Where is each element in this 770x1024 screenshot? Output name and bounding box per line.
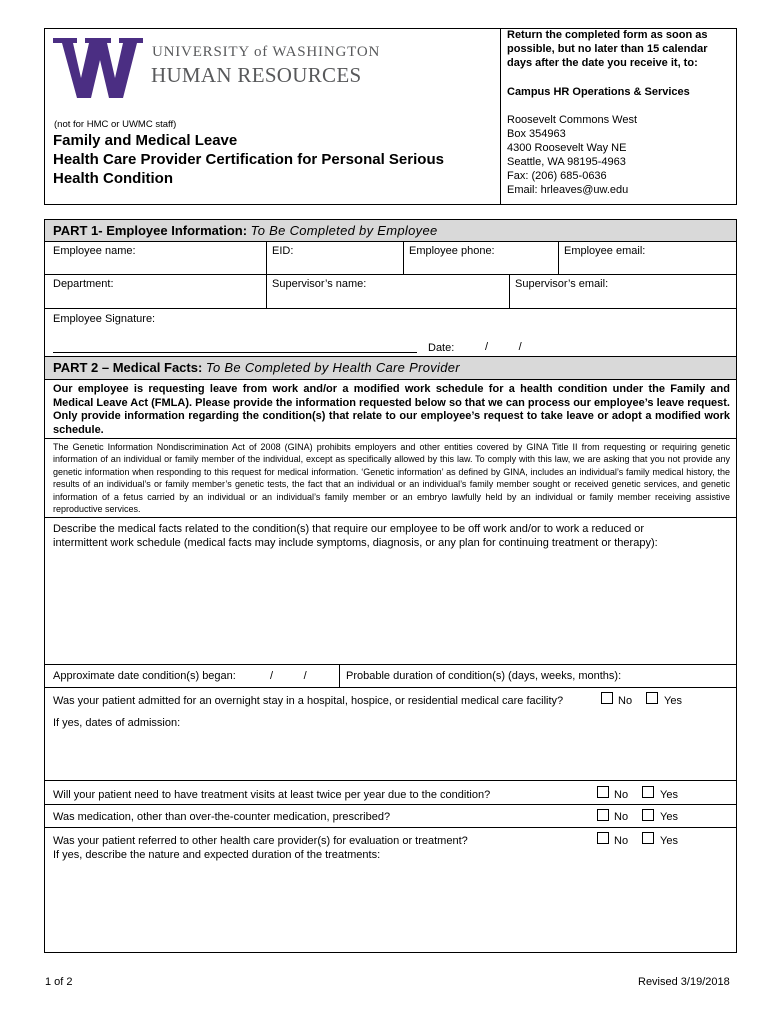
return-instructions-1: Return the completed form as soon as: [507, 29, 708, 41]
treatment-no-checkbox[interactable]: [597, 786, 609, 798]
divider: [44, 517, 737, 518]
address-line3: 4300 Roosevelt Way NE: [507, 142, 627, 154]
admitted-no-checkbox[interactable]: [601, 692, 613, 704]
treatment-yes-label: Yes: [660, 789, 678, 801]
divider: [44, 438, 737, 439]
divider: [266, 241, 267, 275]
divider: [44, 780, 737, 781]
divider: [339, 664, 340, 688]
divider: [44, 664, 737, 665]
divider: [509, 274, 510, 309]
form-title-line3: Health Condition: [53, 170, 173, 187]
referred-yes-label: Yes: [660, 835, 678, 847]
fax-number: Fax: (206) 685-0636: [507, 170, 607, 182]
address-line1: Roosevelt Commons West: [507, 114, 638, 126]
describe-line1: Describe the medical facts related to the condition(s) that require our employee to be off work and/or to work a reduced or: [53, 523, 645, 535]
not-for-note: (not for HMC or UWMC staff): [54, 119, 177, 130]
referred-question: Was your patient referred to other health care provider(s) for evaluation or treatment?: [53, 835, 468, 847]
divider: [44, 687, 737, 688]
logo-university-text: UNIVERSITY of WASHINGTON: [152, 44, 381, 60]
logo-hr-text: HUMAN RESOURCES: [151, 63, 362, 87]
address-line2: Box 354963: [507, 128, 566, 140]
return-instructions-3: days after the date you receive it, to:: [507, 57, 698, 69]
referred-describe-area[interactable]: [46, 864, 735, 950]
admission-dates-area[interactable]: [46, 732, 735, 778]
part1-title: PART 1- Employee Information:: [53, 223, 251, 238]
divider: [558, 241, 559, 275]
return-instructions-2: possible, but no later than 15 calendar: [507, 43, 708, 55]
treatment-no-label: No: [614, 789, 629, 801]
medication-question: Was medication, other than over-the-counter medication, prescribed?: [53, 811, 391, 823]
office-name: Campus HR Operations & Services: [507, 86, 690, 98]
medication-yes-label: Yes: [660, 811, 678, 823]
medication-no-checkbox[interactable]: [597, 809, 609, 821]
gina-notice: The Genetic Information Nondiscrimination Act of 2008 (GINA) prohibits employers and other entities covered by GINA Title II from requesting or requiring genetic information of an individual or family member of the individual, except as specifically allowed by this law. To comply with this law, we are asking that you not provide any genetic information when responding to this request for medical information. ‘Genetic information’ as defined by GINA, includes an individual’s family medical history, the results of an individual’s or family member’s genetic tests, the fact that an individual or an individual’s family member sought or received genetic services, and genetic information of a fetus carried by an individual or an individual’s family member or an embryo lawfully held by an individual or family member receiving assistive reproductive services.: [53, 442, 730, 515]
part2-subtitle: To Be Completed by Health Care Provider: [205, 360, 460, 375]
date-separators: / /: [485, 341, 522, 353]
uw-logo-w-icon: [53, 38, 143, 98]
divider: [266, 274, 267, 309]
part1-subtitle: To Be Completed by Employee: [250, 223, 438, 238]
medication-yes-checkbox[interactable]: [642, 809, 654, 821]
duration-label: Probable duration of condition(s) (days, weeks, months):: [346, 670, 622, 682]
admission-dates-label: If yes, dates of admission:: [53, 717, 181, 729]
date-label: Date:: [428, 342, 455, 354]
signature-line[interactable]: [53, 352, 417, 353]
referred-no-checkbox[interactable]: [597, 832, 609, 844]
referred-no-label: No: [614, 835, 629, 847]
part2-title: PART 2 – Medical Facts:: [53, 360, 206, 375]
medication-no-label: No: [614, 811, 629, 823]
employee-phone-label: Employee phone:: [409, 245, 495, 257]
treatment-yes-checkbox[interactable]: [642, 786, 654, 798]
part1-header: [44, 219, 737, 242]
employee-name-label: Employee name:: [53, 245, 136, 257]
supervisor-name-label: Supervisor’s name:: [272, 278, 367, 290]
header-divider: [500, 28, 501, 205]
approx-date-separators: / /: [270, 670, 307, 682]
revised-date: Revised 3/19/2018: [638, 976, 730, 988]
admitted-yes-label: Yes: [664, 695, 682, 707]
referred-describe-label: If yes, describe the nature and expected duration of the treatments:: [53, 849, 381, 861]
eid-label: EID:: [272, 245, 294, 257]
divider: [44, 308, 737, 309]
admitted-yes-checkbox[interactable]: [646, 692, 658, 704]
divider: [44, 827, 737, 828]
admitted-no-label: No: [618, 695, 633, 707]
form-title-line2: Health Care Provider Certification for Personal Serious: [53, 151, 444, 168]
department-label: Department:: [53, 278, 114, 290]
describe-line2: intermittent work schedule (medical facts may include symptoms, diagnosis, or any plan for continuing treatment or therapy):: [53, 537, 658, 549]
part2-intro: Our employee is requesting leave from work and/or a modified work schedule for a health condition under the Family and Medical Leave Act (FMLA). Please provide the information requested below so that we can process our employee’s leave request. Only provide information regarding the condition(s) that relate to our employee’s request to take leave or adopt a modified work schedule.: [53, 383, 730, 436]
employee-email-label: Employee email:: [564, 245, 646, 257]
form-title-line1: Family and Medical Leave: [53, 132, 238, 149]
contact-email: Email: hrleaves@uw.edu: [507, 184, 629, 196]
admitted-question: Was your patient admitted for an overnight stay in a hospital, hospice, or residential medical care facility?: [53, 695, 564, 707]
referred-yes-checkbox[interactable]: [642, 832, 654, 844]
medical-facts-area[interactable]: [46, 553, 735, 663]
part2-header: [44, 356, 737, 380]
supervisor-email-label: Supervisor’s email:: [515, 278, 609, 290]
page-number: 1 of 2: [45, 976, 73, 988]
divider: [44, 804, 737, 805]
treatment-question: Will your patient need to have treatment visits at least twice per year due to the condition?: [53, 789, 491, 801]
approx-date-label: Approximate date condition(s) began:: [53, 670, 236, 682]
address-line4: Seattle, WA 98195-4963: [507, 156, 626, 168]
divider: [44, 274, 737, 275]
signature-label: Employee Signature:: [53, 313, 156, 325]
divider: [403, 241, 404, 275]
